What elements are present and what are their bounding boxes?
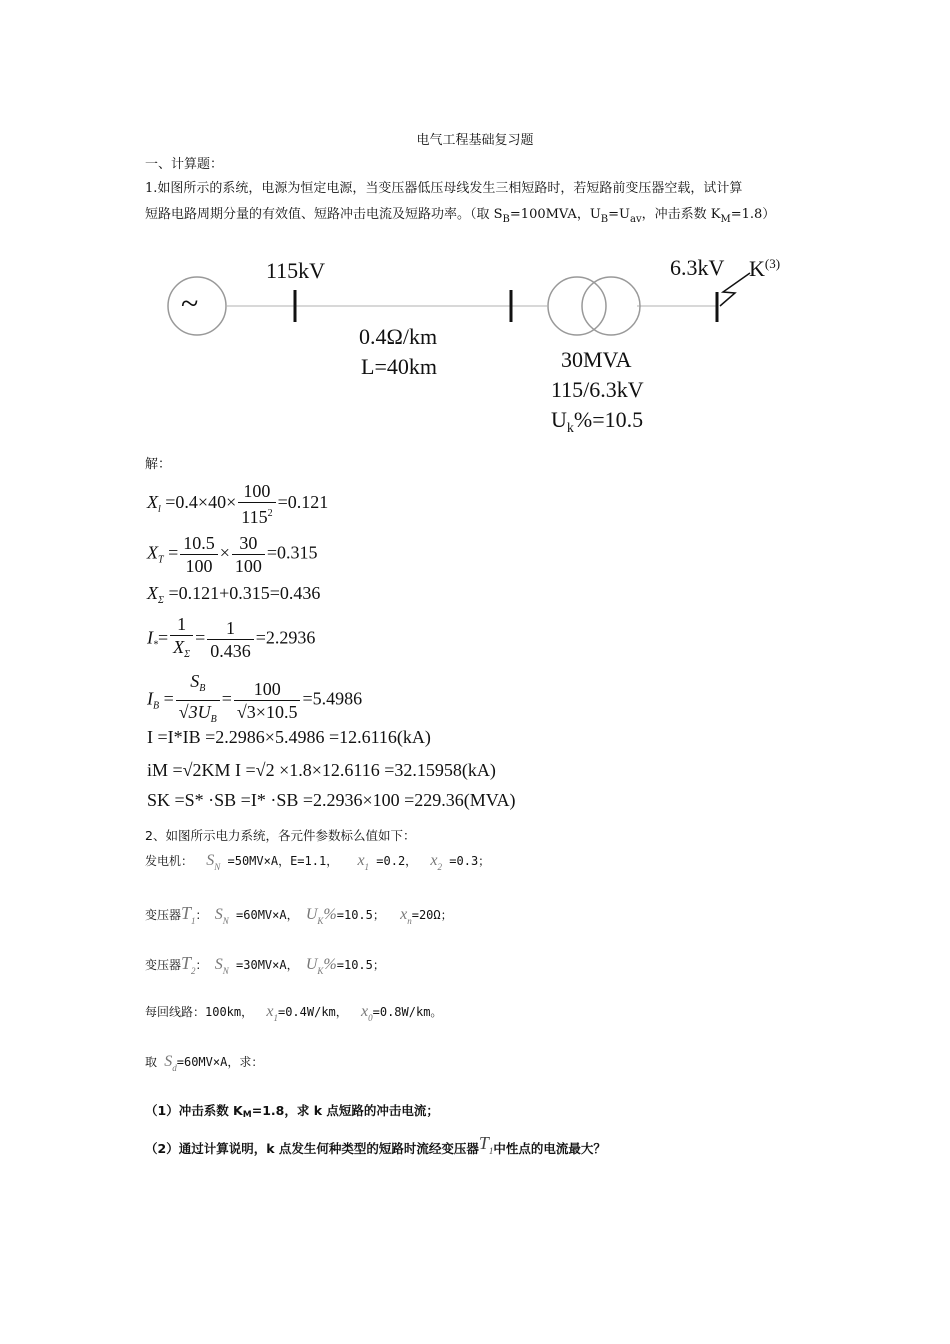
problem1-line2: 短路电路周期分量的有效值、短路冲击电流及短路功率。（取 $S_B=100MVA$，$U_B=U_{av}$，冲击系数 $K_M=1.8$） bbox=[145, 207, 776, 225]
generator-params: 发电机： $S_N =50MV\times A$，E=1.1， $x_1 =0.2$， $x_2 =0.3$； bbox=[145, 852, 491, 872]
transformer-t1-params: 变压器$T_1$： $S_N =60MV\times A$， $U_K\%=10.5$； $x_n=20\Omega$； bbox=[145, 903, 453, 926]
fault-lightning-icon bbox=[720, 273, 750, 306]
question-1: （1）冲击系数 KM=1.8，求 k 点短路的冲击电流； bbox=[145, 1103, 439, 1120]
xfmr-uk: $U_k\%=10.5$ bbox=[551, 407, 644, 436]
solution-label: 解： bbox=[145, 457, 172, 472]
section-heading: 一、计算题： bbox=[145, 157, 224, 172]
problem1-line1: 1.如图所示的系统，电源为恒定电源，当变压器低压母线发生三相短路时，若短路前变压器空载，试计算 bbox=[145, 181, 743, 196]
fault-label: $K^{(3)}$ bbox=[749, 256, 781, 281]
xfmr-rating: 30MVA bbox=[561, 347, 632, 372]
base-value: 取 $S_d=60MV\times A$，求： bbox=[145, 1053, 264, 1073]
transformer-secondary-winding bbox=[582, 277, 640, 335]
bus1-label: 115kV bbox=[266, 258, 326, 283]
document-title: 电气工程基础复习题 bbox=[416, 133, 534, 148]
eq-ib: $I_B$ = $\frac{S_B}{√3U_B}$ = $\frac{100}{√3\times 10.5}$ =5.4986 bbox=[147, 671, 363, 725]
transformer-t2-params: 变压器$T_2$： $S_N =30MV\times A$， $U_K\%=10.5$； bbox=[145, 953, 385, 976]
line-impedance: 0.4Ω/km bbox=[359, 324, 438, 349]
xfmr-ratio: 115/6.3kV bbox=[551, 377, 644, 402]
circuit-diagram bbox=[145, 245, 805, 445]
eq-xl: $X_l =0.4\times 40\times$ $\frac{100}{115^2}$ =0.121 bbox=[147, 481, 329, 527]
transformer-primary-winding bbox=[548, 277, 606, 335]
eq-istar: $I_*=$ $\frac{1}{X_\Sigma}$ = $\frac{1}{0.436}$ =2.2936 bbox=[147, 614, 316, 661]
problem2-heading: 2、如图所示电力系统，各元件参数标么值如下： bbox=[145, 828, 416, 843]
source-symbol: ~ bbox=[181, 285, 199, 321]
eq-xt: $X_T$ = $\frac{10.5}{100}$ × $\frac{30}{100}$ =0.315 bbox=[147, 533, 318, 576]
bus2-label: 6.3kV bbox=[670, 255, 725, 280]
question-2: （2）通过计算说明，k 点发生何种类型的短路时流经变压器$T_1$中性点的电流最大？ bbox=[145, 1133, 606, 1156]
eq-im: iM =√2KM I =√2 ×1.8×12.6116 =32.15958(kA) bbox=[147, 760, 496, 780]
line-length: L=40km bbox=[361, 354, 437, 379]
eq-sk: SK =S* ·SB =I* ·SB =2.2936×100 =229.36(MVA) bbox=[147, 790, 516, 810]
eq-i: I =I*IB =2.2986×5.4986 =12.6116(kA) bbox=[147, 727, 431, 747]
line-params: 每回线路：100km， $x_1=0.4W/km$， $x_0=0.8W/km$。 bbox=[145, 1003, 443, 1023]
eq-xsum: $X_\Sigma =0.121+0.315=0.436$ bbox=[147, 583, 321, 606]
